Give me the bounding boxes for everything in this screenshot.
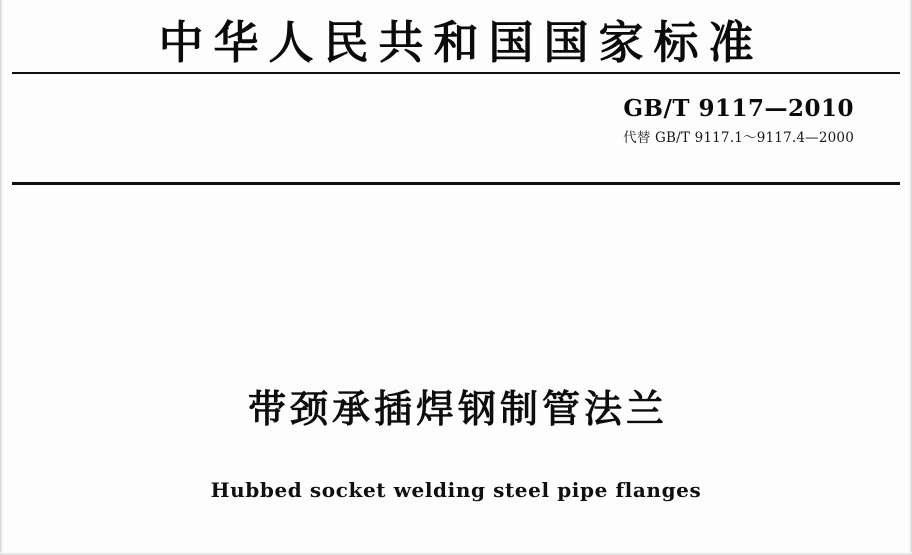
standard-replaces-note: 代替 GB/T 9117.1～9117.4—2000: [623, 130, 854, 147]
page-edge-left: [0, 0, 3, 555]
national-standard-heading: 中华人民共和国国家标准: [158, 16, 764, 69]
divider-top: [12, 72, 900, 74]
standard-number: GB/T 9117—2010: [623, 95, 854, 122]
standard-number-block: [623, 96, 854, 146]
page-title: 带颈承插焊钢制管法兰: [247, 387, 668, 431]
page-subtitle-english: Hubbed socket welding steel pipe flanges: [210, 478, 702, 502]
divider-middle: [12, 182, 900, 185]
